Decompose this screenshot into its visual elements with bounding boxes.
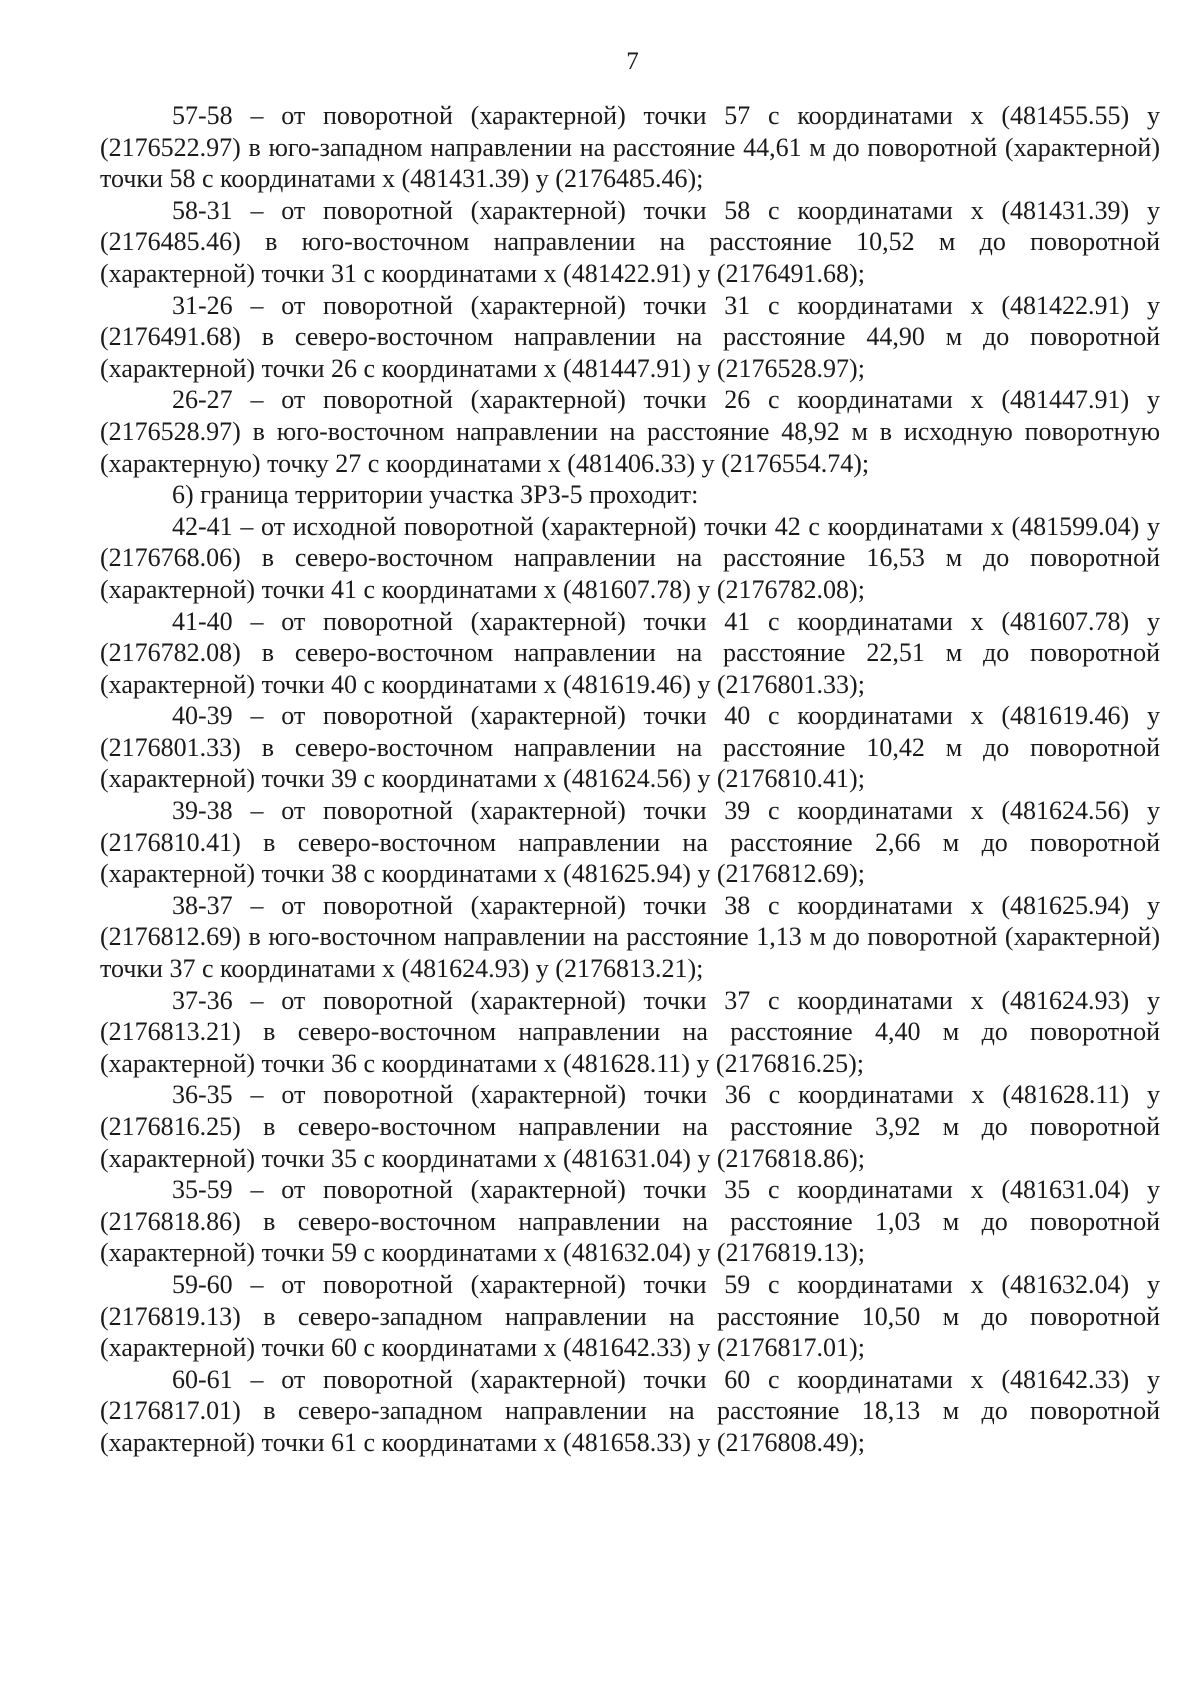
paragraph-segment-42-41: 42-41 – от исходной поворотной (характерной) точки 42 с координатами х (481599.04) у (2176768.06) в северо-восточном направлении на расстояние 16,53 м до поворотной (характерной) точки 41 с координатами х (481607.78) у (2176782.08); bbox=[100, 511, 1160, 604]
paragraph-segment-38-37: 38-37 – от поворотной (характерной) точки 38 с координатами х (481625.94) у (2176812.69) в юго-восточном направлении на расстояние 1,13 м до поворотной (характерной) точки 37 с координатами х (481624.93) у (2176813.21); bbox=[100, 890, 1160, 984]
paragraph-segment-39-38: 39-38 – от поворотной (характерной) точки 39 с координатами х (481624.56) у (2176810.41) в северо-восточном направлении на расстояние 2,66 м до поворотной (характерной) точки 38 с координатами х (481625.94) у (2176812.69); bbox=[100, 796, 1160, 889]
paragraph-segment-26-27: 26-27 – от поворотной (характерной) точки 26 с координатами х (481447.91) у (2176528.97) в юго-восточном направлении на расстояние 48,92 м в исходную поворотную (характерную) точку 27 с координатами х (481406.33) у (2176554.74); bbox=[100, 385, 1160, 478]
paragraph-segment-31-26: 31-26 – от поворотной (характерной) точки 31 с координатами х (481422.91) у (2176491.68) в северо-восточном направлении на расстояние 44,90 м до поворотной (характерной) точки 26 с координатами х (481447.91) у (2176528.97); bbox=[100, 290, 1160, 383]
paragraph-segment-60-61: 60-61 – от поворотной (характерной) точки 60 с координатами х (481642.33) у (2176817.01) в северо-западном направлении на расстояние 18,13 м до поворотной (характерной) точки 61 с координатами х (481658.33) у (2176808.49); bbox=[100, 1364, 1160, 1457]
page-number: 7 bbox=[626, 48, 639, 75]
document-body bbox=[100, 100, 1160, 1459]
paragraph-segment-40-39: 40-39 – от поворотной (характерной) точки 40 с координатами х (481619.46) у (2176801.33) в северо-восточном направлении на расстояние 10,42 м до поворотной (характерной) точки 39 с координатами х (481624.56) у (2176810.41); bbox=[100, 701, 1160, 794]
paragraph-segment-57-58: 57-58 – от поворотной (характерной) точки 57 с координатами х (481455.55) у (2176522.97) в юго-западном направлении на расстояние 44,61 м до поворотной (характерной) точки 58 с координатами х (481431.39) у (2176485.46); bbox=[100, 101, 1160, 194]
paragraph-segment-35-59: 35-59 – от поворотной (характерной) точки 35 с координатами х (481631.04) у (2176818.86) в северо-восточном направлении на расстояние 1,03 м до поворотной (характерной) точки 59 с координатами х (481632.04) у (2176819.13); bbox=[100, 1175, 1160, 1268]
paragraph-segment-36-35: 36-35 – от поворотной (характерной) точки 36 с координатами х (481628.11) у (2176816.25) в северо-восточном направлении на расстояние 3,92 м до поворотной (характерной) точки 35 с координатами х (481631.04) у (2176818.86); bbox=[100, 1080, 1160, 1173]
paragraph-segment-41-40: 41-40 – от поворотной (характерной) точки 41 с координатами х (481607.78) у (2176782.08) в северо-восточном направлении на расстояние 22,51 м до поворотной (характерной) точки 40 с координатами х (481619.46) у (2176801.33); bbox=[100, 606, 1160, 699]
paragraph-segment-59-60: 59-60 – от поворотной (характерной) точки 59 с координатами х (481632.04) у (2176819.13) в северо-западном направлении на расстояние 10,50 м до поворотной (характерной) точки 60 с координатами х (481642.33) у (2176817.01); bbox=[100, 1269, 1160, 1363]
paragraph-segment-58-31: 58-31 – от поворотной (характерной) точки 58 с координатами х (481431.39) у (2176485.46) в юго-восточном направлении на расстояние 10,52 м до поворотной (характерной) точки 31 с координатами х (481422.91) у (2176491.68); bbox=[100, 195, 1160, 288]
section-heading-zrz-5: 6) граница территории участка ЗРЗ-5 проходит: bbox=[172, 480, 699, 510]
paragraph-segment-37-36: 37-36 – от поворотной (характерной) точки 37 с координатами х (481624.93) у (2176813.21) в северо-восточном направлении на расстояние 4,40 м до поворотной (характерной) точки 36 с координатами х (481628.11) у (2176816.25); bbox=[100, 985, 1160, 1078]
